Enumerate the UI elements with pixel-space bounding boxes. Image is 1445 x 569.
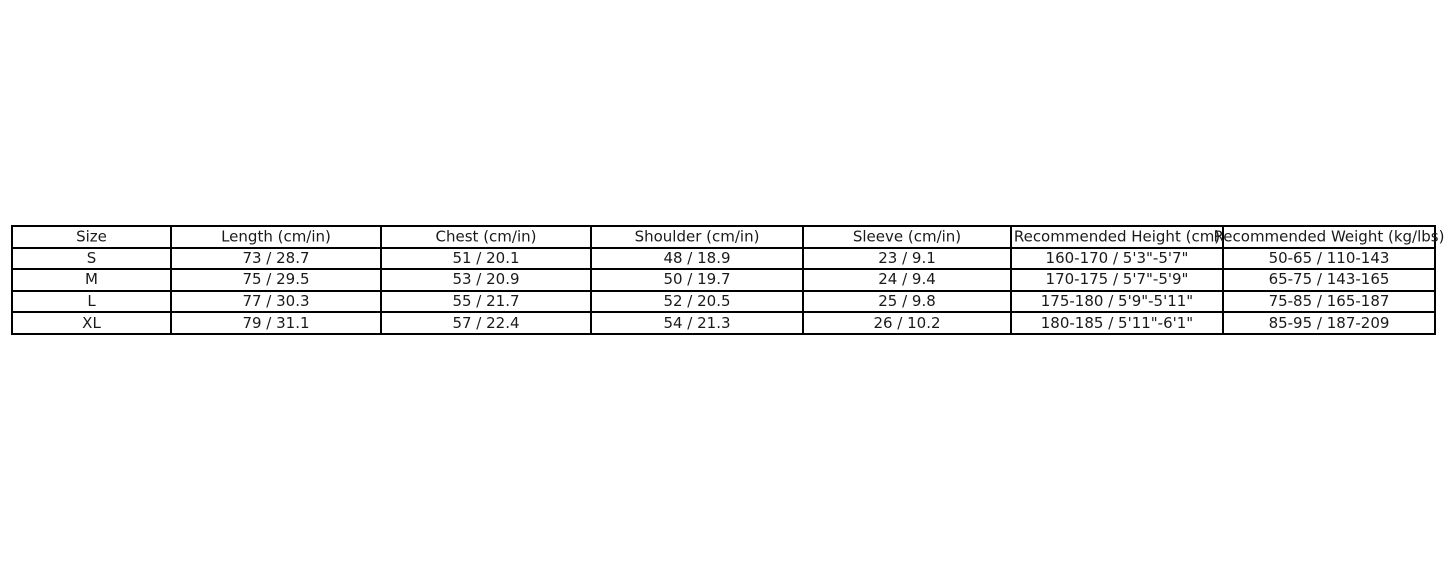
column-header-size-label: Size (76, 227, 107, 246)
column-header-sleeve (803, 226, 1011, 248)
table-header-row (12, 226, 1435, 248)
weight-cell: 85-95 / 187-209 (1223, 312, 1435, 334)
height-cell: 180-185 / 5'11"-6'1" (1011, 312, 1223, 334)
weight-cell: 65-75 / 143-165 (1223, 269, 1435, 291)
sleeve-cell: 25 / 9.8 (803, 291, 1011, 313)
column-header-shoulder-label: Shoulder (cm/in) (634, 227, 760, 246)
length-cell: 79 / 31.1 (171, 312, 381, 334)
table-row-xl (12, 312, 1435, 334)
chest-cell: 57 / 22.4 (381, 312, 591, 334)
shoulder-cell: 50 / 19.7 (591, 269, 803, 291)
height-cell: 175-180 / 5'9"-5'11" (1011, 291, 1223, 313)
column-header-chest (381, 226, 591, 248)
height-cell: 170-175 / 5'7"-5'9" (1011, 269, 1223, 291)
size-cell: XL (12, 312, 171, 334)
column-header-chest-label: Chest (cm/in) (435, 227, 537, 246)
chest-cell: 53 / 20.9 (381, 269, 591, 291)
weight-cell: 75-85 / 165-187 (1223, 291, 1435, 313)
shoulder-cell: 52 / 20.5 (591, 291, 803, 313)
weight-cell: 50-65 / 110-143 (1223, 248, 1435, 270)
sleeve-cell: 26 / 10.2 (803, 312, 1011, 334)
shoulder-cell: 48 / 18.9 (591, 248, 803, 270)
size-chart-container (11, 225, 1445, 335)
table-row-m (12, 269, 1435, 291)
size-cell: M (12, 269, 171, 291)
length-cell: 75 / 29.5 (171, 269, 381, 291)
column-header-weight-label: Recommended Weight (kg/lbs) (1213, 227, 1445, 246)
shoulder-cell: 54 / 21.3 (591, 312, 803, 334)
column-header-weight (1213, 226, 1445, 248)
column-header-length-label: Length (cm/in) (221, 227, 331, 246)
length-cell: 73 / 28.7 (171, 248, 381, 270)
size-cell: L (12, 291, 171, 313)
sleeve-cell: 24 / 9.4 (803, 269, 1011, 291)
column-header-size (12, 226, 171, 248)
column-header-sleeve-label: Sleeve (cm/in) (852, 227, 962, 246)
column-header-height-label: Recommended Height (cm) (1013, 227, 1221, 246)
size-cell: S (12, 248, 171, 270)
size-chart-table (11, 225, 1445, 335)
chest-cell: 51 / 20.1 (381, 248, 591, 270)
height-cell: 160-170 / 5'3"-5'7" (1011, 248, 1223, 270)
column-header-shoulder (591, 226, 803, 248)
column-header-height (1011, 226, 1223, 248)
table-row-s (12, 248, 1435, 270)
sleeve-cell: 23 / 9.1 (803, 248, 1011, 270)
length-cell: 77 / 30.3 (171, 291, 381, 313)
chest-cell: 55 / 21.7 (381, 291, 591, 313)
column-header-length (171, 226, 381, 248)
table-row-l (12, 291, 1435, 313)
